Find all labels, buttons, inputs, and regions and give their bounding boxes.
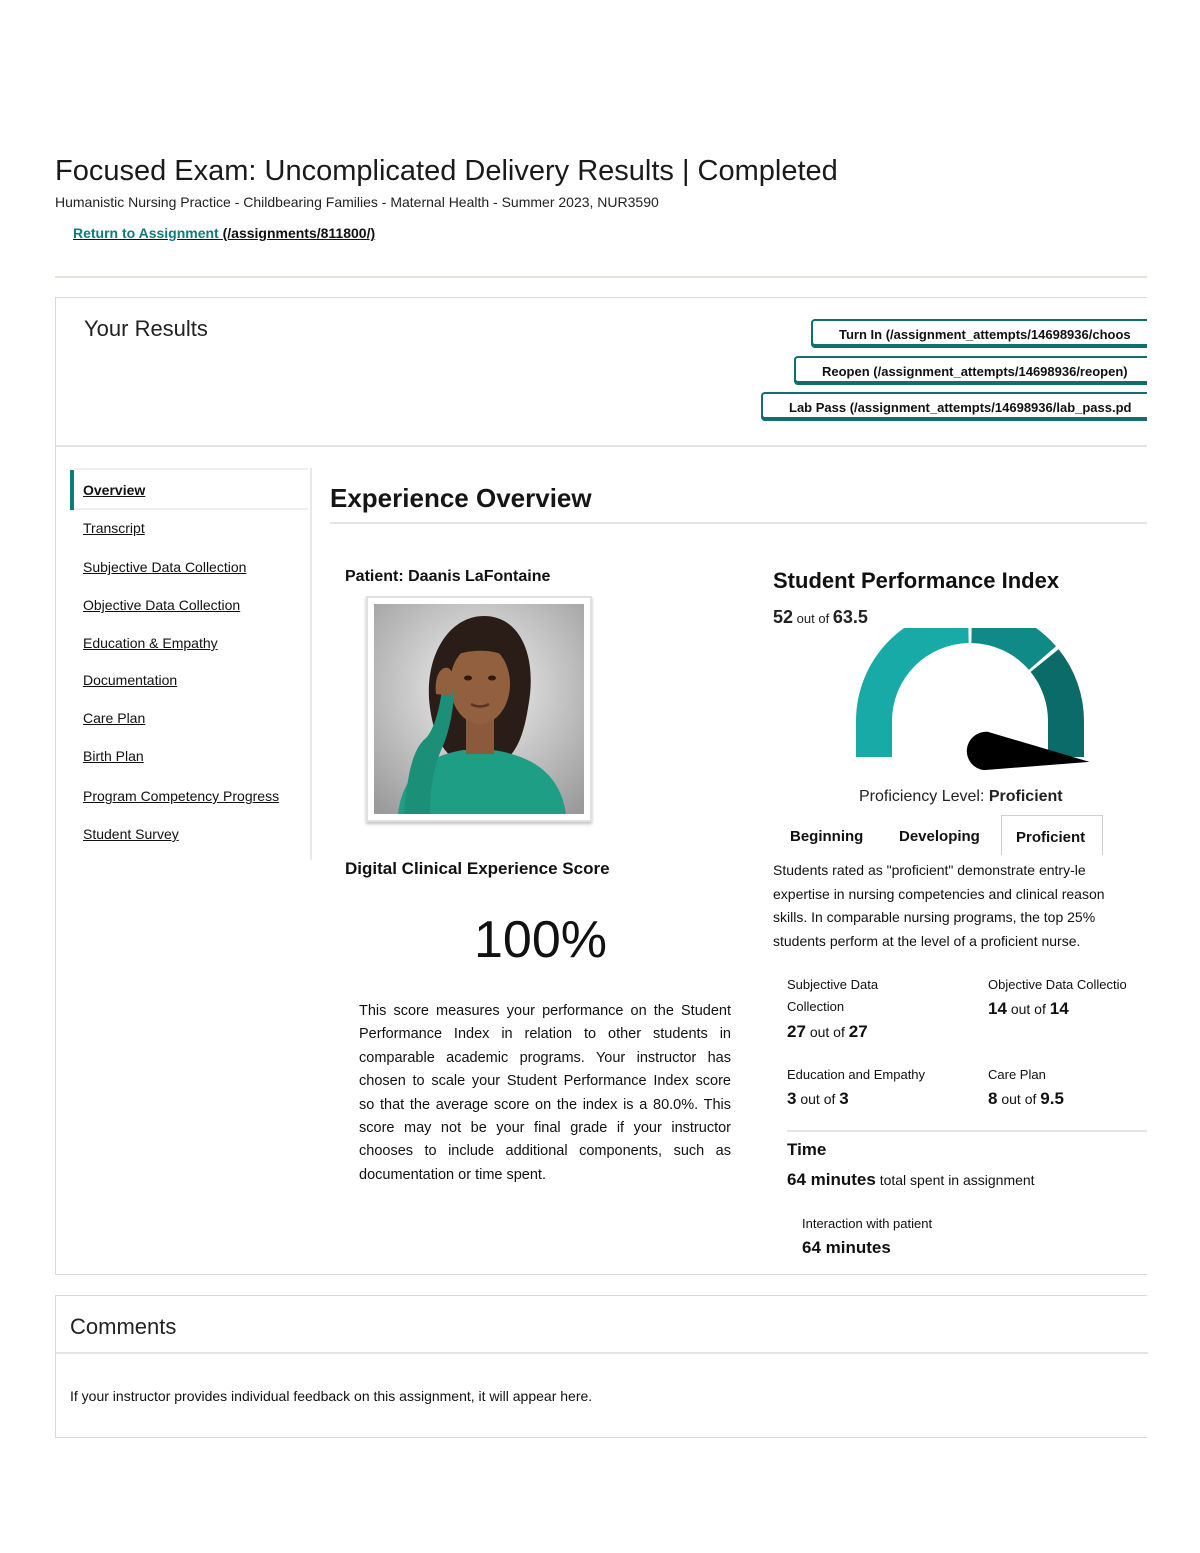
patient-label: Patient: Daanis LaFontaine <box>345 568 551 585</box>
return-link-text[interactable]: Return to Assignment <box>73 225 219 241</box>
tab-beginning[interactable]: Beginning <box>790 828 864 845</box>
nav-active-indicator <box>70 470 74 510</box>
level-description-line: students perform at the level of a proficient nurse. <box>773 932 1081 949</box>
metric-care-plan-score: 8 <box>988 1089 998 1108</box>
tab-proficient[interactable]: Proficient <box>1001 815 1103 855</box>
metric-objective-max: 14 <box>1049 999 1069 1018</box>
proficiency-level <box>859 788 1063 806</box>
time-total-value: 64 minutes <box>787 1170 876 1189</box>
reopen-button[interactable]: Reopen (/assignment_attempts/14698936/reopen) <box>794 356 1147 383</box>
metric-education-out-of: out of <box>800 1091 836 1107</box>
proficiency-label: Proficiency Level: <box>859 788 985 805</box>
spi-score <box>773 607 868 628</box>
comments-title: Comments <box>70 1314 177 1339</box>
patient-avatar <box>366 596 592 822</box>
gauge-segment-proficient <box>1031 649 1084 757</box>
metric-objective-score: 14 <box>988 999 1007 1018</box>
level-description-line: Students rated as "proficient" demonstrate entry-le <box>773 862 1086 878</box>
page-title: Focused Exam: Uncomplicated Delivery Results | Completed <box>55 155 838 187</box>
metric-care-plan-max: 9.5 <box>1040 1089 1064 1108</box>
metric-care-plan-out-of: out of <box>1001 1091 1037 1107</box>
nav-item-care-plan[interactable]: Care Plan <box>83 710 146 726</box>
metric-objective-value <box>988 999 1069 1019</box>
overview-divider <box>330 522 1147 524</box>
nav-active-rule <box>74 508 308 510</box>
metric-subjective-label-line1: Subjective Data <box>787 977 879 992</box>
nav-active-rule <box>74 468 308 470</box>
proficiency-value: Proficient <box>988 788 1063 805</box>
comments-text: If your instructor provides individual feedback on this assignment, it will appear here. <box>70 1388 593 1404</box>
spi-title: Student Performance Index <box>773 568 1060 593</box>
time-total <box>787 1170 1035 1190</box>
nav-item-birth-plan[interactable]: Birth Plan <box>83 748 144 764</box>
level-description-line: expertise in nursing competencies and clinical reason <box>773 885 1105 902</box>
metric-subjective-score: 27 <box>787 1022 806 1041</box>
course-subtitle: Humanistic Nursing Practice - Childbearing Families - Maternal Health - Summer 2023, NUR3590 <box>55 194 659 210</box>
nav-item-transcript[interactable]: Transcript <box>83 520 145 536</box>
nav-item-program-competency-progress[interactable]: Program Competency Progress <box>83 788 280 804</box>
dce-label: Digital Clinical Experience Score <box>345 859 610 878</box>
level-description-line: skills. In comparable nursing programs, the top 25% <box>773 909 1096 926</box>
metric-care-plan-value <box>988 1089 1064 1109</box>
side-nav <box>70 468 312 860</box>
metric-objective-out-of: out of <box>1010 1001 1046 1017</box>
spi-max-score: 63.5 <box>832 607 868 627</box>
results-title: Your Results <box>84 316 208 341</box>
spi-out-of: out of <box>796 611 830 626</box>
overview-heading: Experience Overview <box>330 483 592 513</box>
nav-item-objective-data-collection[interactable]: Objective Data Collection <box>83 597 241 613</box>
spi-gauge <box>846 628 1106 778</box>
metric-objective-label: Objective Data Collectio <box>988 977 1127 992</box>
return-link-path[interactable]: (/assignments/811800/) <box>222 225 376 241</box>
lab-pass-button[interactable]: Lab Pass (/assignment_attempts/14698936/lab_pass.pd <box>761 392 1147 419</box>
metric-subjective-value <box>787 1022 868 1042</box>
return-to-assignment-link[interactable] <box>73 225 375 241</box>
time-total-suffix: total spent in assignment <box>879 1172 1035 1188</box>
metric-education-score: 3 <box>787 1089 797 1108</box>
tab-developing[interactable]: Developing <box>899 828 980 845</box>
metric-education-label: Education and Empathy <box>787 1067 926 1082</box>
gauge-segment-beginning <box>856 628 969 757</box>
metric-subjective-max: 27 <box>848 1022 868 1041</box>
nav-item-documentation[interactable]: Documentation <box>83 672 178 688</box>
level-description <box>773 859 1145 953</box>
metric-subjective-out-of: out of <box>809 1024 845 1040</box>
dce-description: This score measures your performance on the Student Performance Index in relation to other students in comparable academic programs. Your instructor has chosen to scale your Student Performance Index score so that the average score on the index is a 80.0%. This score may not be your final grade if your instructor chooses to include additional components, such as documentation or time spent. <box>359 1003 731 1183</box>
interaction-label: Interaction with patient <box>802 1216 933 1231</box>
nav-item-student-survey[interactable]: Student Survey <box>83 826 179 842</box>
comments-card <box>55 1295 1147 1438</box>
spi-score-value: 52 <box>773 607 794 627</box>
time-divider <box>787 1130 1147 1132</box>
results-card <box>55 297 1147 1275</box>
nav-item-subjective-data-collection[interactable]: Subjective Data Collection <box>83 559 247 575</box>
metric-education-max: 3 <box>839 1089 849 1108</box>
dce-score: 100% <box>474 911 607 969</box>
metric-subjective-label-line2: Collection <box>787 999 845 1014</box>
time-label: Time <box>787 1140 827 1159</box>
nav-item-overview[interactable]: Overview <box>83 482 146 498</box>
nav-item-education-empathy[interactable]: Education & Empathy <box>83 635 218 651</box>
metric-subjective-label <box>787 974 878 1018</box>
results-divider <box>56 445 1147 447</box>
metric-care-plan-label: Care Plan <box>988 1067 1046 1082</box>
interaction-value: 64 minutes <box>802 1238 891 1257</box>
comments-divider <box>56 1352 1148 1354</box>
header-divider <box>55 276 1147 278</box>
patient-avatar-illustration <box>368 598 590 820</box>
metric-education-value <box>787 1089 849 1109</box>
turn-in-button[interactable]: Turn In (/assignment_attempts/14698936/choos <box>811 319 1147 346</box>
